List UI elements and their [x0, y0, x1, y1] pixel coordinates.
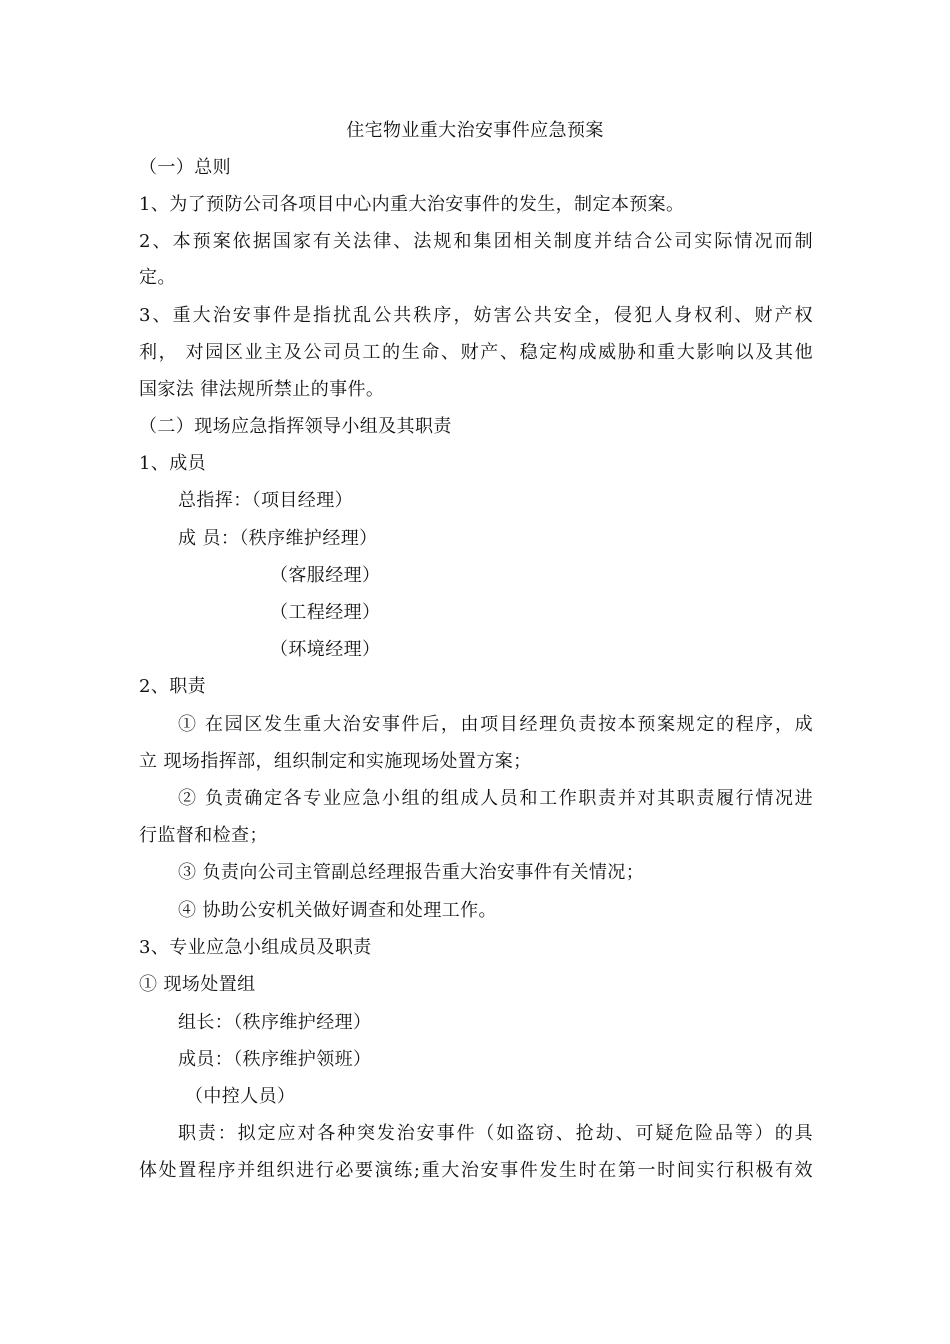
subheading-special-groups: 3、专业应急小组成员及职责 — [139, 937, 372, 958]
member-line: （环境经理） — [270, 639, 381, 660]
subheading-members: 1、成员 — [139, 453, 207, 474]
member-line: （工程经理） — [270, 602, 381, 623]
duty-line: 立 现场指挥部，组织制定和实施现场处置方案； — [139, 751, 532, 772]
group-duty-line: 职责：拟定应对各种突发治安事件（如盗窃、抢劫、可疑危险品等）的具 — [178, 1123, 813, 1144]
group-member-line: （中控人员） — [185, 1086, 296, 1107]
section-heading-command-group: （二）现场应急指挥领导小组及其职责 — [139, 416, 452, 437]
paragraph-line: 1、为了预防公司各项目中心内重大治安事件的发生，制定本预案。 — [139, 194, 685, 215]
member-line: 成 员：（秩序维护经理） — [178, 528, 378, 549]
section-heading-general: （一）总则 — [139, 157, 231, 178]
group-heading-onsite: ① 现场处置组 — [139, 974, 256, 995]
paragraph-line: 3、重大治安事件是指扰乱公共秩序，妨害公共安全，侵犯人身权利、财产权 — [139, 305, 813, 326]
duty-line: ② 负责确定各专业应急小组的组成人员和工作职责并对其职责履行情况进 — [178, 788, 813, 809]
duty-line: ① 在园区发生重大治安事件后，由项目经理负责按本预案规定的程序，成 — [178, 714, 813, 735]
duty-line: ④ 协助公安机关做好调查和处理工作。 — [178, 900, 497, 921]
group-member-line: 组长：（秩序维护经理） — [178, 1012, 372, 1033]
subheading-duties: 2、职责 — [139, 676, 207, 697]
duty-line: ③ 负责向公司主管副总经理报告重大治安事件有关情况； — [178, 862, 645, 883]
paragraph-line: 2、本预案依据国家有关法律、法规和集团相关制度并结合公司实际情况而制 — [139, 231, 813, 252]
member-line: （客服经理） — [270, 565, 381, 586]
duty-line: 行监督和检查； — [139, 825, 268, 846]
document-title: 住宅物业重大治安事件应急预案 — [346, 120, 604, 141]
paragraph-line: 利， 对园区业主及公司员工的生命、财产、稳定构成威胁和重大影响以及其他 — [139, 342, 813, 363]
member-line: 总指挥：（项目经理） — [178, 490, 353, 511]
paragraph-line: 国家法 律法规所禁止的事件。 — [139, 379, 385, 400]
group-member-line: 成员：（秩序维护领班） — [178, 1049, 372, 1070]
paragraph-line: 定。 — [139, 267, 176, 288]
group-duty-line: 体处置程序并组织进行必要演练;重大治安事件发生时在第一时间实行积极有效 — [139, 1160, 813, 1181]
